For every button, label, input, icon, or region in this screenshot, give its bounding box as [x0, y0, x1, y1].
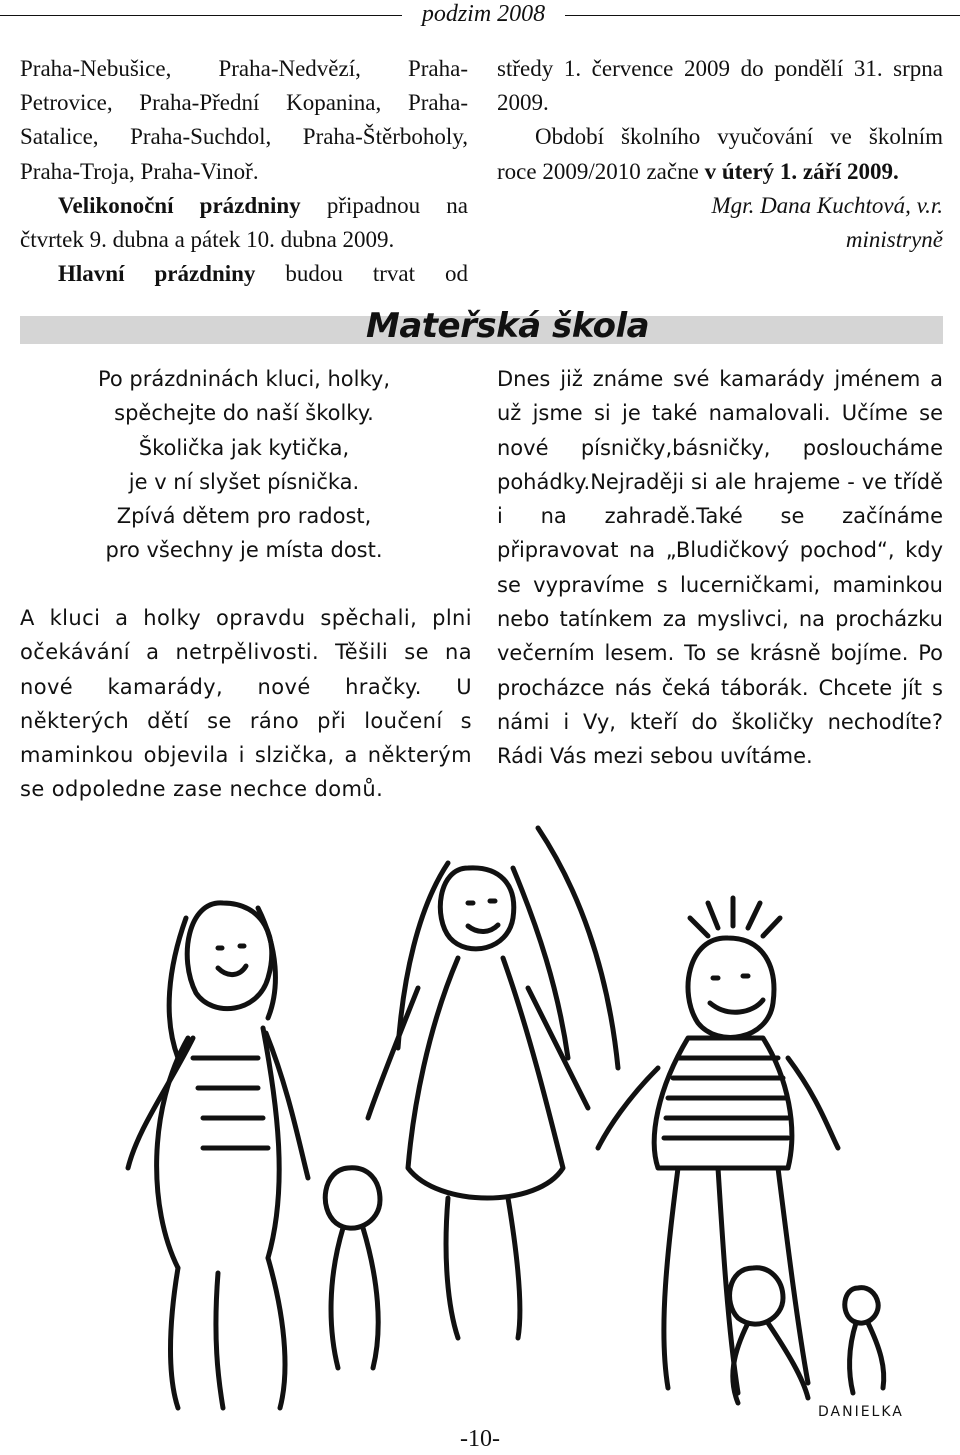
poem-line: spěchejte do naší školky. [114, 401, 374, 426]
header-rule-left [0, 15, 402, 16]
top-left-column [20, 52, 468, 291]
holidays-paragraph [20, 257, 468, 291]
children-drawing-illustration [18, 808, 948, 1423]
top-right-column [497, 52, 943, 257]
story-left-paragraph: A kluci a holky opravdu spěchali, plni očekávání a netrpělivosti. Těšili se na nové kamarády, nové hračky. U některých dětí se ráno při loučení s maminkou objevila i slzička, a některým se odpoledne zase nechce domů. [20, 606, 472, 802]
poem-line: pro všechny je místa dost. [105, 538, 383, 563]
page-number: -10- [460, 1426, 500, 1452]
section-title: Mateřská škola [366, 306, 650, 346]
holidays-text: budou trvat od [255, 261, 468, 287]
holidays-continuation: středy 1. července 2009 do pondělí 31. srpna 2009. [497, 56, 943, 116]
poem-line: Zpívá dětem pro radost, [116, 504, 372, 529]
easter-text: připadnou na čtvrtek 9. dubna a pátek 10. dubna 2009. [20, 192, 469, 253]
easter-bold: Velikonoční prázdniny [58, 192, 301, 218]
districts-paragraph: Praha-Nebušice, Praha-Nedvězí, Praha-Petrovice, Praha-Přední Kopanina, Praha-Satalice, Praha-Suchdol, Praha-Štěrboholy, Praha-Troja, Praha-Vinoř. [20, 56, 468, 184]
story-right-paragraph: Dnes již známe své kamarády jménem a už jsme si je také namalovali. Učíme se nové písničky,básničky, posloucháme pohádky.Nejraději si ale hrajeme - ve třídě i na zahradě.Také se začínáme připravovat na „Bludičkový pochod“, kdy se vypravíme s lucerničkami, maminkou nebo tatínkem za myslivci, na procházku večerním lesem. To se krásně bojíme. Po procházce nás čeká táborák. Chcete jít s námi i Vy, kteří do školičky nechodíte? Rádi Vás mezi sebou uvítáme. [497, 367, 943, 769]
easter-paragraph [20, 189, 468, 257]
school-period-text: Období školního vyučování ve školním roce 2009/2010 začne [497, 124, 943, 184]
school-period-paragraph [497, 120, 943, 188]
drawing-signature: DANIELKA [818, 1404, 904, 1420]
header-rule-right [565, 15, 960, 16]
page-header-title: podzim 2008 [421, 1, 546, 27]
poem-line: Školička jak kytička, [138, 435, 350, 460]
poem-line: Po prázdninách kluci, holky, [97, 367, 391, 391]
holidays-bold: Hlavní prázdniny [58, 261, 256, 287]
school-period-bold: v úterý 1. září 2009. [704, 158, 899, 184]
signature-name: Mgr. Dana Kuchtová, v.r. [711, 192, 943, 218]
signature-role: ministryně [845, 227, 943, 253]
poem-line: je v ní slyšet písnička. [128, 469, 360, 494]
poem [20, 362, 468, 568]
